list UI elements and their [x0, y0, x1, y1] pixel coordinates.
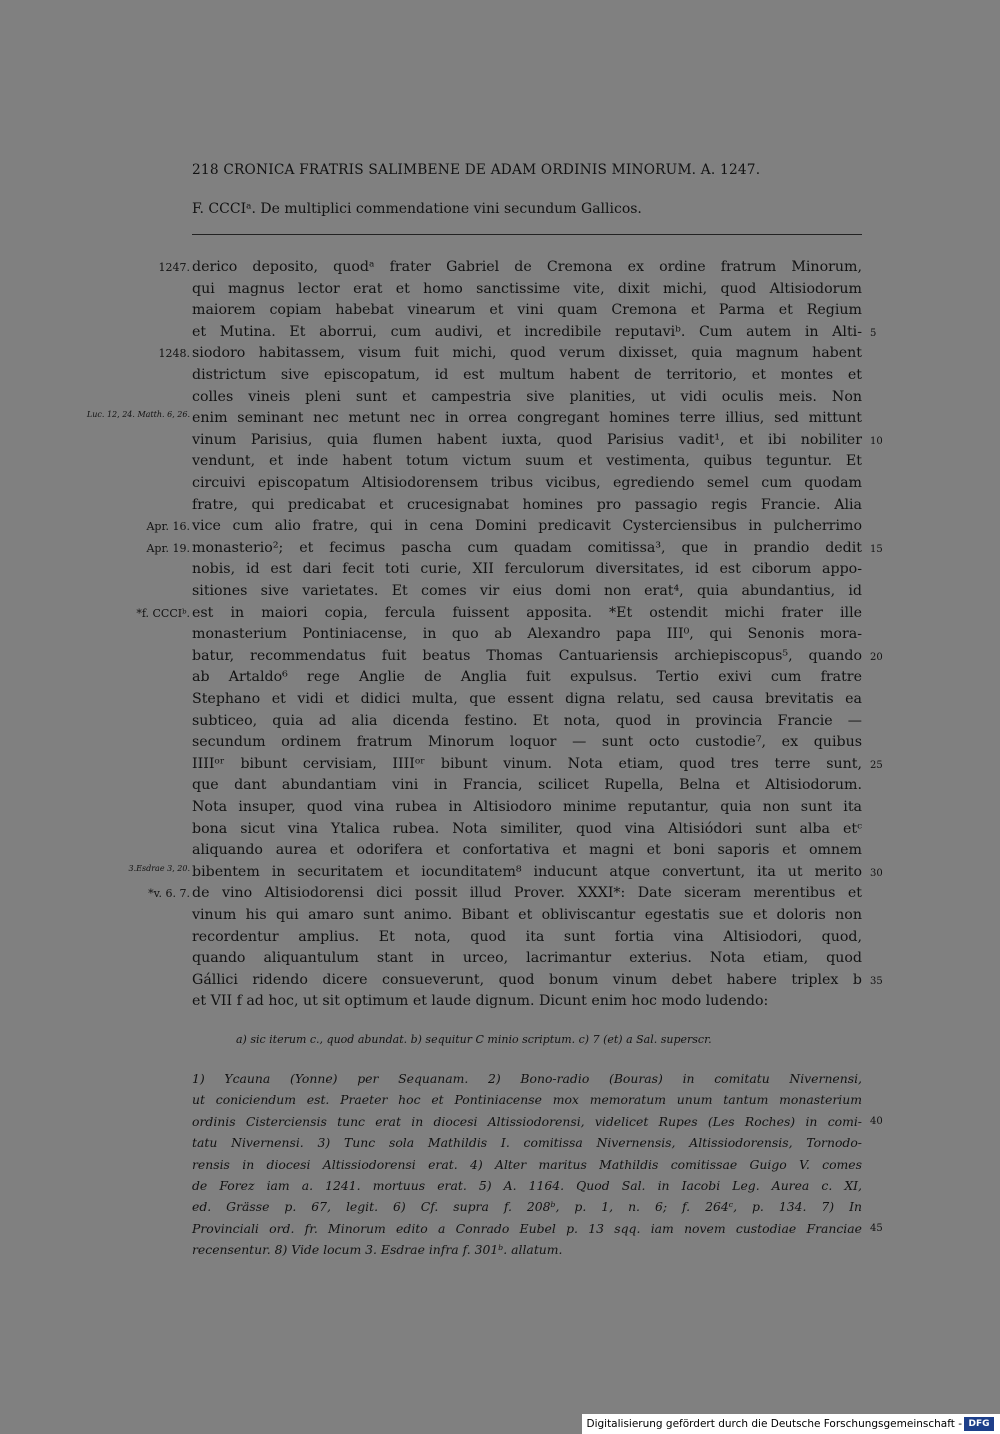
footnote-line: 1) Ycauna (Yonne) per Sequanam. 2) Bono-radio (Bouras) in comitatu Nivernensi, — [192, 1071, 862, 1086]
body-line: bona sicut vina Ytalica rubea. Nota similiter, quod vina Altisiódori sunt alba etᶜ — [192, 820, 862, 837]
dfg-footer-text: Digitalisierung gefördert durch die Deutsche Forschungsgemeinschaft - — [582, 1414, 1000, 1434]
body-line: vinum his qui amaro sunt animo. Bibant et obliviscantur egestatis sue et doloris non — [192, 907, 862, 923]
footnote-line-number: 40 — [870, 1115, 883, 1127]
footnote-line: de Forez iam a. 1241. mortuus erat. 5) A. 1164. Quod Sal. in Iacobi Leg. Aurea c. XI, — [192, 1178, 862, 1193]
body-line: bibentem in securitatem et iocunditatem⁸ inducunt atque convertunt, ita ut merito — [192, 863, 862, 880]
footnote-line: ed. Grässe p. 67, legit. 6) Cf. supra f. 208ᵇ, p. 1, n. 6; f. 264ᶜ, p. 134. 7) In — [192, 1199, 862, 1215]
body-line: colles vineis pleni sunt et campestria sive planities, ut vidi oculis meis. Non — [192, 388, 862, 405]
body-line: nobis, id est dari fecit toti curie, XII ferculorum diversitates, id est ciborum appo- — [192, 561, 862, 578]
margin-note: Luc. 12, 24. Matth. 6, 26. — [86, 410, 190, 420]
body-line: batur, recommendatus fuit beatus Thomas Cantuariensis archiepiscopus⁵, quando — [192, 647, 862, 664]
footnote-line-number: 45 — [870, 1222, 883, 1234]
body-line: et Mutina. Et aborrui, cum audivi, et incredibile reputaviᵇ. Cum autem in Alti- — [192, 323, 862, 340]
line-number: 5 — [870, 327, 877, 339]
body-line: ab Artaldo⁶ rege Anglie de Anglia fuit expulsus. Tertio exivi cum fratre — [192, 669, 862, 686]
body-line: Nota insuper, quod vina rubea in Altisiodoro minime reputantur, quia non sunt ita — [192, 799, 862, 815]
margin-note: Apr. 19. — [146, 541, 190, 555]
body-line: Stephano et vidi et didici multa, que essent digna relatu, sed causa brevitatis ea — [192, 691, 862, 707]
body-line: aliquando aurea et odorifera et confortativa et magni et boni saporis et omnem — [192, 842, 862, 859]
body-line: qui magnus lector erat et homo sanctissime vite, dixit michi, quod Altisiodorum — [192, 280, 862, 297]
body-line: monasterium Pontiniacense, in quo ab Alexandro papa III⁰, qui Senonis mora- — [192, 626, 862, 643]
body-line: enim seminant nec metunt nec in orrea congregant homines terre illius, sed mittunt — [192, 410, 862, 427]
body-line: que dant abundantiam vini in Francia, scilicet Rupella, Belna et Altisiodorum. — [192, 777, 862, 794]
line-number: 20 — [870, 651, 883, 663]
folio-heading: F. CCCIᵃ. De multiplici commendatione vini secundum Gallicos. — [192, 201, 642, 217]
margin-note: Apr. 16. — [146, 520, 190, 534]
body-line: vendunt, et inde habent totum victum suum et vestimenta, quibus teguntur. Et — [192, 453, 862, 470]
footnote-line: Provinciali ord. fr. Minorum edito a Conrado Eubel p. 13 sqq. iam novem custodiae Franciae — [192, 1220, 862, 1236]
dfg-logo-icon: DFG — [964, 1417, 994, 1431]
line-number: 10 — [870, 435, 883, 447]
line-number: 25 — [870, 759, 883, 771]
body-line: quando aliquantulum stant in urceo, lacrimantur exterius. Nota etiam, quod — [192, 950, 862, 967]
margin-note: 1247. — [158, 261, 190, 274]
body-line: sitiones sive varietates. Et comes vir eius domi non erat⁴, quia abundantius, id — [192, 583, 862, 599]
line-number: 35 — [870, 975, 883, 987]
margin-note: *f. CCCIᵇ. — [136, 606, 190, 620]
body-line: maiorem copiam habebat vinearum et vini quam Cremona et Parma et Regium — [192, 302, 862, 319]
line-number: 15 — [870, 543, 883, 555]
running-header: 218 CRONICA FRATRIS SALIMBENE DE ADAM ORDINIS MINORUM. A. 1247. — [192, 162, 761, 178]
body-line: monasterio²; et fecimus pascha cum quadam comitissa³, que in prandio dedit — [192, 539, 862, 556]
body-line: vice cum alio fratre, qui in cena Domini predicavit Cysterciensibus in pulcherrimo — [192, 518, 862, 535]
body-line: est in maiori copia, fercula fuissent apposita. *Et ostendit michi frater ille — [192, 604, 862, 621]
margin-note: *v. 6. 7. — [148, 887, 190, 901]
body-line: IIIIᵒʳ bibunt cervisiam, IIIIᵒʳ bibunt vinum. Nota etiam, quod tres terre sunt, — [192, 755, 862, 772]
body-line: circuivi episcopatum Altisiodorensem tribus vicibus, egrediendo semel cum quodam — [192, 475, 862, 491]
footnote-line: ut coniciendum est. Praeter hoc et Pontiniacense mox memoratum unum tantum monasterium — [192, 1092, 862, 1108]
line-number: 30 — [870, 867, 883, 879]
footnote-line: rensis in diocesi Altissiodorensi erat. 4) Alter maritus Mathildis comitissae Guigo V. comes — [192, 1156, 862, 1172]
critical-apparatus: a) sic iterum c., quod abundat. b) sequitur C minio scriptum. c) 7 (et) a Sal. superscr. — [236, 1033, 712, 1046]
margin-note: 3.Esdrae 3, 20. — [128, 863, 190, 873]
body-line: districtum sive episcopatum, id est multum habent de territorio, et montes et — [192, 367, 862, 383]
body-line: vinum Parisius, quia flumen habent iuxta, quod Parisius vadit¹, et ibi nobiliter — [192, 431, 862, 448]
body-line: fratre, qui predicabat et crucesignabat homines pro passagio regis Francie. Alia — [192, 496, 862, 513]
footnote-line: tatu Nivernensi. 3) Tunc sola Mathildis I. comitissa Nivernensis, Altissiodorensis, Tornodo- — [192, 1135, 862, 1151]
body-line: et VII f ad hoc, ut sit optimum et laude dignum. Dicunt enim hoc modo ludendo: — [192, 993, 769, 1010]
body-line: subticeo, quia ad alia dicenda festino. Et nota, quod in provincia Francie — — [192, 712, 862, 729]
body-line: derico deposito, quodᵃ frater Gabriel de Cremona ex ordine fratrum Minorum, — [192, 259, 862, 275]
body-line: siodoro habitassem, visum fuit michi, quod verum dixisset, quia magnum habent — [192, 345, 862, 362]
footnote-line: recensentur. 8) Vide locum 3. Esdrae infra f. 301ᵇ. allatum. — [192, 1242, 563, 1258]
header-rule — [192, 234, 862, 235]
body-line: Gállici ridendo dicere consueverunt, quod bonum vinum debet habere triplex b — [192, 971, 862, 988]
body-line: de vino Altisiodorensi dici possit illud Prover. XXXI*: Date siceram merentibus et — [192, 885, 862, 902]
margin-note: 1248. — [158, 347, 190, 361]
body-line: recordentur amplius. Et nota, quod ita sunt fortia vina Altisiodori, quod, — [192, 928, 862, 945]
body-line: secundum ordinem fratrum Minorum loquor — sunt octo custodie⁷, ex quibus — [192, 734, 862, 751]
footnote-line: ordinis Cisterciensis tunc erat in diocesi Altissiodorensi, videlicet Rupes (Les Roches) in comi- — [192, 1113, 862, 1129]
